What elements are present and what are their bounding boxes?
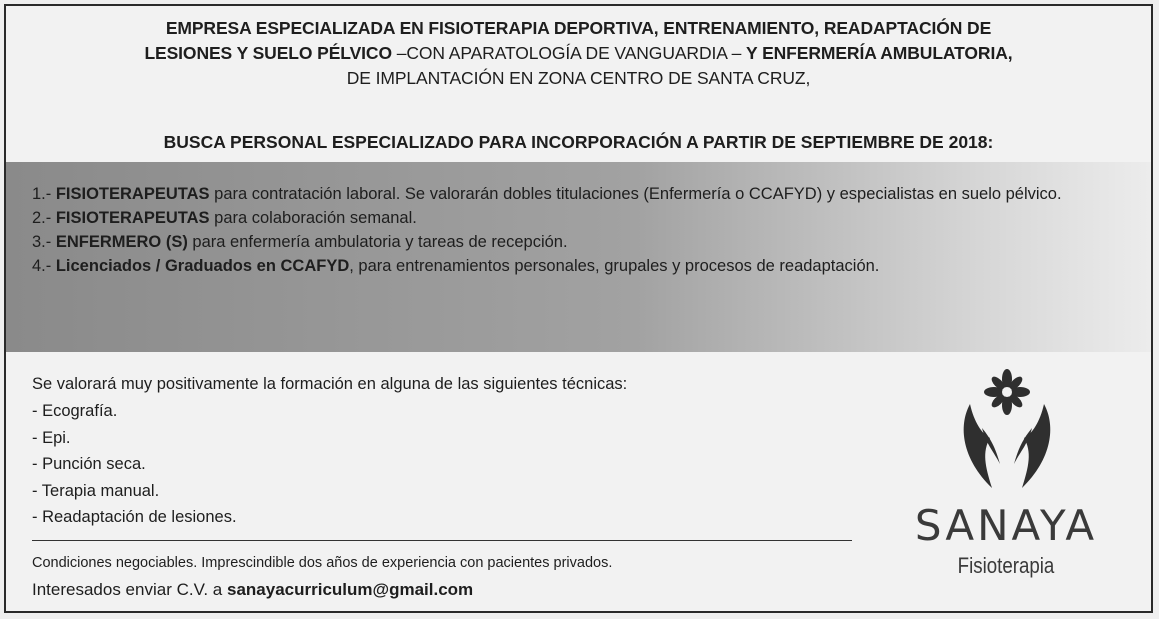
technique-item: - Ecografía. <box>32 402 118 420</box>
position-item: 3.- ENFERMERO (S) para enfermería ambulatoria y tareas de recepción. <box>32 233 568 251</box>
brand-name: SANAYA <box>914 501 1098 550</box>
header-line-2b: Y ENFERMERÍA AMBULATORIA, <box>746 43 1013 63</box>
brand-subtitle: Fisioterapia <box>957 553 1055 578</box>
position-item: 4.- Licenciados / Graduados en CCAFYD, para entrenamientos personales, grupales y procesos de readaptación. <box>32 257 880 275</box>
header-line-3: DE IMPLANTACIÓN EN ZONA CENTRO DE SANTA CRUZ, <box>346 68 811 88</box>
company-description <box>6 16 1151 91</box>
header-line-1: EMPRESA ESPECIALIZADA EN FISIOTERAPIA DEPORTIVA, ENTRENAMIENTO, READAPTACIÓN DE <box>165 18 992 38</box>
hiring-heading: BUSCA PERSONAL ESPECIALIZADO PARA INCORPORACIÓN A PARTIR DE SEPTIEMBRE DE 2018: <box>163 132 994 152</box>
header-line-2a: LESIONES Y SUELO PÉLVICO <box>144 43 392 63</box>
header-line-2-plain: –CON APARATOLOGÍA DE VANGUARDIA – <box>391 43 747 63</box>
techniques-list <box>32 398 237 531</box>
contact-prefix: Interesados enviar C.V. a <box>32 580 227 599</box>
position-item: 1.- FISIOTERAPEUTAS para contratación laboral. Se valorarán dobles titulaciones (Enfermería o CCAFYD) y especialistas en suelo pélvico. <box>32 185 1062 203</box>
positions-list <box>32 182 1082 278</box>
techniques-intro: Se valorará muy positivamente la formación en alguna de las siguientes técnicas: <box>32 375 628 393</box>
technique-item: - Terapia manual. <box>32 481 160 500</box>
hands-flower-icon <box>952 364 1062 494</box>
job-advertisement <box>4 4 1153 613</box>
contact-line <box>32 580 473 600</box>
technique-item: - Readaptación de lesiones. <box>32 508 237 526</box>
technique-item: - Epi. <box>32 428 71 447</box>
conditions-text: Condiciones negociables. Imprescindible dos años de experiencia con pacientes privados. <box>32 555 613 571</box>
divider <box>32 540 852 541</box>
technique-item: - Punción seca. <box>32 455 146 473</box>
position-item: 2.- FISIOTERAPEUTAS para colaboración semanal. <box>32 209 417 227</box>
email-link[interactable]: sanayacurriculum@gmail.com <box>227 580 474 599</box>
